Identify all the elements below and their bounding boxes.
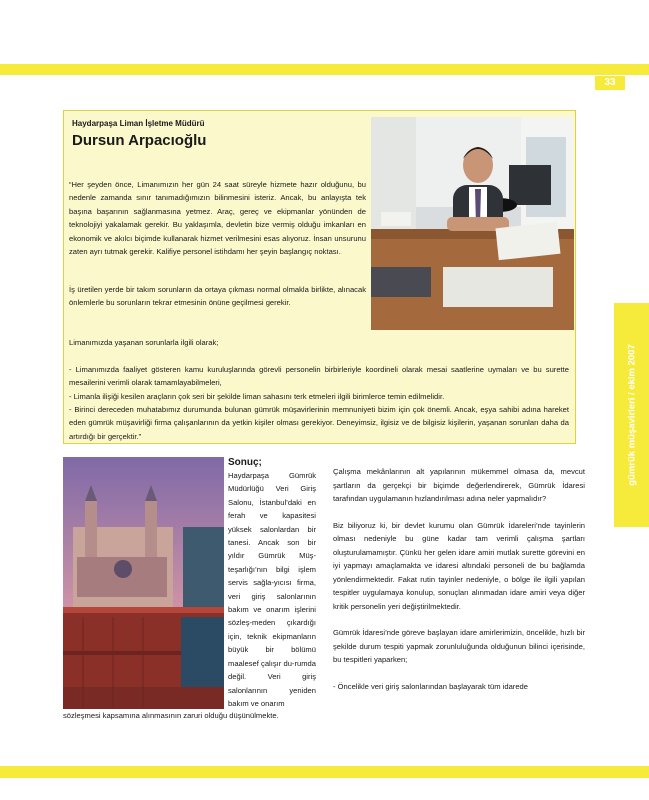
- conclusion-text: [228, 456, 316, 710]
- interview-title: Haydarpaşa Liman İşletme Müdürü: [72, 119, 205, 128]
- harbor-photo-image: [63, 457, 224, 709]
- side-tab: [614, 303, 649, 527]
- interview-name: Dursun Arpacıoğlu: [72, 132, 207, 149]
- interview-box: [63, 110, 576, 444]
- bottom-yellow-band: [0, 766, 649, 778]
- interview-paragraph: İş üretilen yerde bir takım sorunların da ortaya çıkması normal olmakla birlikte, alınacak önlemlerle bu sorunların tekrar etmesinin önüne geçilmesi gerekir.: [69, 285, 366, 308]
- body-paragraph: Gümrük İdaresi’nde göreve başlayan idare amirlerimizin, öncelikle, hızlı bir şekilde durum tespiti yapmak zorunluluğunda olduğunun bilinci içerisinde, bu tespitleri yaparken;: [333, 628, 585, 664]
- problem-item: - Limanımızda faaliyet gösteren kamu kuruluşlarında görevli personelin birbirleriyle koordineli olarak mesai saatlerine uymaları ve bu surette mesailerini verimli olarak tamamlayabilmeleri,: [69, 365, 569, 388]
- body-paragraph: Biz biliyoruz ki, bir devlet kurumu olan Gümrük İdareleri’nde tayinlerin olması nedeniyle bu güne kadar tam verimli çalışma şartları oluşturulamamıştır. Çünkü her gelen idare amiri mutlak surette görevini en iyi yapmayı amaçlamakta ve idaresi altındaki personeli de bu bağlamda yönlendirmektedir. Fakat rutin tayinler nedeniyle, o bölge ile ilgili yapılan tespitler uygulamaya konulup, sonuçları alınmadan idare amiri veya diğer kritik personelin yeri değiştirilmektedir.: [333, 520, 585, 611]
- harbor-photo: [63, 457, 224, 709]
- right-column: [333, 465, 585, 706]
- problems-heading: Limanımızda yaşanan sorunlarla ilgili olarak;: [69, 338, 219, 347]
- conclusion-heading: Sonuç;: [228, 457, 262, 468]
- conclusion-paragraph: Haydarpaşa Gümrük Müdürlüğü Veri Giriş Salonu, İstanbul’daki en ferah ve kapasitesi yüksek salonlardan bir tanesi. Ancak son bir yıldır Gümrük Müş-teşarlığı’nın bilgi işlem servis sağla-yıcısı firma, veri giriş salonlarının bakım ve onarım işlerini sözleş-meden çıkardığı için, teknik ekipmanların büyük bir bölümü maalesef çalışır du-rumda değil. Veri giriş salonlarının yeniden bakım ve onarım: [228, 471, 316, 708]
- interview-paragraph: “Her şeyden önce, Limanımızın her gün 24 saat süreyle hizmete hazır olduğunu, bu nedenle zamanda sınır tanımadığımızın bilinmesini isteriz. Ancak, bu anlayışta tek başına başarının sağlanmasına yetmez. Araç, gereç ve ekipmanlar yönünden de teknolojiyi yakalamak gerekir. Bu yaklaşımla, devletin bize vermiş olduğu imkanları en ekonomik ve akılcı biçimde kullanarak hizmet verilmesini esas alıyoruz. İnsan unsurunu zaten ayrı tutmak gerekir. Kalifiye personel istihdamı her şeyin başlangıç noktası.: [69, 180, 366, 257]
- page-number: 33: [595, 76, 625, 90]
- side-tab-label: gümrük müşavirleri / ekim 2007: [626, 344, 637, 486]
- conclusion-paragraph-tail: sözleşmesi kapsamına alınmasının zaruri olduğu düşünülmekte.: [63, 711, 279, 720]
- top-yellow-band: [0, 64, 649, 75]
- body-paragraph: Çalışma mekânlarının alt yapılarının mükemmel olmasa da, mevcut şartların da gerçekçi bir biçimde değerlendirerek, Gümrük İdaresi tarafından uygulamanın hızlandırılması adına neler yapmalıdır?: [333, 467, 585, 503]
- problem-item: - Limanla ilişiği kesilen araçların çok seri bir şekilde liman sahasını terk etmeleri ilgili birimlerce temin edilmelidir.: [69, 392, 445, 401]
- body-paragraph: - Öncelikle veri giriş salonlarından başlayarak tüm idarede: [333, 681, 528, 691]
- portrait-photo-image: [371, 117, 574, 330]
- portrait-photo: [371, 117, 574, 330]
- problem-item: - Birinci dereceden muhatabımız durumunda bulunan gümrük müşavirlerinin memnuniyeti bizim için çok önemli. Ancak, eşya sahibi adına hareket eden gümrük müşavirliği firma çalışanlarının da yetkin kişiler olması gerekiyor. Deneyimsiz, ilgisiz ve de bilgisiz kişilerin, yaşanan sorunları daha da artırdığı bir gerçektir.”: [69, 405, 569, 441]
